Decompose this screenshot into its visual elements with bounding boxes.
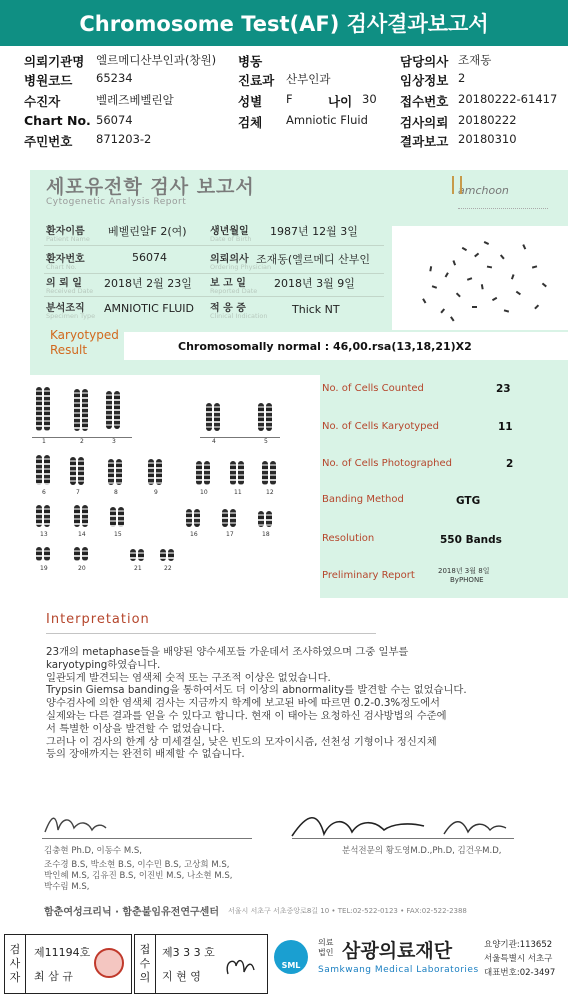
org-info: 서울특별시 서초구 [484,954,553,964]
chromosome-number: 8 [114,489,118,496]
header-value: 벨레즈베벨린알 [96,93,174,107]
field-label: 생년월일 [210,226,249,237]
header-value: 조재동 [458,53,492,67]
box-char: 접 [139,943,151,956]
header-row [0,92,568,110]
field-en-label: Received Date [46,287,94,295]
stat-label: No. of Cells Counted [322,383,424,394]
received-date: 2018년 2월 23일 [104,277,192,290]
header-row [0,52,568,70]
header-value: 엘르메디산부인과(창원) [96,53,217,67]
clinic-name: 함춘여성크리닉 · 함춘불임유전연구센터 [44,907,219,918]
org-type-line: 의료 [318,938,334,947]
interpretation-line: 23개의 metaphase들을 배양된 양수세포들 가운데서 조사하였으며 그중 일부를 [46,646,409,658]
header-value: F [286,92,293,106]
box-char: 사 [9,957,21,970]
divider [44,245,384,246]
signature-area [0,800,568,920]
interpretation-line: 일관되게 발견되는 염색체 숫적 또는 구조적 이상은 없었습니다. [46,671,331,684]
chromosome-number: 4 [212,438,216,445]
field-label: 환자이름 [46,226,85,237]
box-char: 검 [9,943,21,956]
field-en-label: Chart No. [46,263,77,271]
karyotype-result: Chromosomally normal : 46,00.rsa(13,18,21)X2 [178,340,472,353]
chromosome-number: 6 [42,489,46,496]
chromosome-number: 13 [40,531,48,538]
chromosome-number: 9 [154,489,158,496]
header-label: 수진자 [24,94,61,109]
examiner-box-label [4,934,26,994]
interpretation-line: 실제와는 다른 결과를 얻을 수 있다고 합니다. 현재 이 태아는 요청하신 검사방법의 수준에 [46,709,447,722]
indication: Thick NT [292,303,340,316]
field-en-label: Patient Name [46,235,90,243]
box-char: 자 [9,971,21,984]
interpretation-title: Interpretation [46,612,150,627]
box-char: 의 [139,971,151,984]
analyst-names: 분석전문의 황도영M.D.,Ph.D, 김건우M.D, [342,846,502,856]
interpretation-line: 그러나 이 검사의 한계 상 미세결실, 낮은 빈도의 모자이시즘, 선천성 기형이나 정신지체 [46,735,437,748]
header-label: 진료과 [238,73,275,88]
chromosome-number: 3 [112,438,116,445]
interpretation-line: 서 특별한 이상을 발견할 수 없었습니다. [46,722,225,735]
chart-no: 56074 [132,251,167,264]
reported-date: 2018년 3월 9일 [274,277,355,290]
field-label: 보 고 일 [210,278,246,289]
specimen: AMNIOTIC FLUID [104,302,194,315]
stat-value: 2 [506,458,514,470]
org-type [318,938,333,958]
interpretation-text [46,646,546,761]
field-label: 분석조직 [46,303,85,314]
signature-line [292,838,514,839]
chromosome-number: 15 [114,531,122,538]
org-info: 요양기관:113652 [484,940,553,950]
header-row [0,71,568,89]
chromosome-number: 18 [262,531,270,538]
examiner-name: 최 삼 규 [34,970,73,983]
stat-label: No. of Cells Photographed [322,458,452,469]
header-info [0,52,568,150]
header-label: 성별 [238,94,263,109]
karyogram-image [30,375,320,598]
birth-date: 1987년 12월 3일 [270,225,358,238]
report-title: 세포유전학 검사 보고서 [46,176,255,198]
header-label: 검체 [238,115,263,130]
header-label: 병동 [238,54,263,69]
header-value: Amniotic Fluid [286,113,368,127]
org-type-line: 법인 [318,948,334,957]
header-label: 결과보고 [400,134,449,149]
header-label: 주민번호 [24,134,73,149]
page-title: Chromosome Test(AF) 검사결과보고서 [0,0,568,46]
physician: 조재동(엘르메디 산부인 [256,253,371,266]
preliminary-method: ByPHONE [450,576,484,584]
metaphase-image [392,226,568,330]
chromosome-number: 11 [234,489,242,496]
header-value: 56074 [96,113,133,127]
signature-line [42,838,252,839]
divider [458,208,548,209]
stat-value: 11 [498,421,513,433]
chromosome-number: 7 [76,489,80,496]
header-value: 20180222 [458,113,517,127]
chromosome-number: 5 [264,438,268,445]
stat-label: Preliminary Report [322,570,415,581]
header-value: 20180222-61417 [458,92,558,106]
preliminary-date: 2018년 3월 8일 [438,567,490,575]
field-en-label: Clinical Indication [210,312,268,320]
examiner-id: 제11194호 [34,946,91,959]
interpretation-line: Trypsin Giemsa banding을 통하여서도 더 이상의 abnormality를 발견할 수는 없었습니다. [46,684,467,697]
bottom-bar [0,934,568,996]
field-label: 적 응 증 [210,303,246,314]
amchoon-logo [458,184,509,197]
stat-label: Banding Method [322,494,404,505]
org-info: 대표번호:02-3497 [484,968,556,978]
header-value: 2 [458,71,466,85]
stat-label: No. of Cells Karyotyped [322,421,440,432]
signature-right [288,810,428,846]
org-name: 삼광의료재단 [342,940,453,962]
header-label: 의뢰기관명 [24,54,85,69]
signer-names: 김충현 Ph.D, 이동수 M.S, [44,846,142,856]
chromosome-number: 21 [134,565,142,572]
karyotyped-label: Karyotyped Result [50,328,119,357]
header-label: 병원코드 [24,73,73,88]
chromosome-number: 22 [164,565,172,572]
chromosome-number: 1 [42,438,46,445]
field-en-label: Date of Birth [210,235,252,243]
divider [44,296,384,297]
header-value: 65234 [96,71,133,85]
header-value: 산부인과 [286,72,331,86]
report-subtitle: Cytogenetic Analysis Report [46,197,187,207]
logo-mark-icon [452,176,462,194]
field-label: 환자번호 [46,254,85,265]
receiver-signature [222,954,258,980]
stat-label: Resolution [322,533,375,544]
chromosome-number: 20 [78,565,86,572]
header-value: 871203-2 [96,132,152,146]
header-label: 나이 [328,94,353,109]
interpretation-line: 양수검사에 의한 염색체 검사는 지금까지 학계에 보고된 바에 따르면 0.2-0.3%정도에서 [46,697,441,710]
org-name-en: Samkwang Medical Laboratories [318,965,479,975]
cytogenetic-report [30,170,568,598]
clinic-address: 서울시 서초구 서초중앙로8길 10 • TEL:02-522-0123 • FAX:02-522-2388 [228,907,467,915]
receiver-name: 지 현 영 [162,970,201,983]
header-label: Chart No. [24,113,91,128]
stat-value: 550 Bands [440,534,502,546]
header-value: 30 [362,92,377,106]
chromosome-number: 16 [190,531,198,538]
logo-text: amchoon [458,184,509,197]
field-en-label: Ordering Physician [210,263,272,271]
box-char: 수 [139,957,151,970]
chromosome-number: 10 [200,489,208,496]
header-label: 담당의사 [400,54,449,69]
header-label: 접수번호 [400,94,449,109]
logo-text: SML [281,961,301,970]
header-row [0,132,568,150]
staff-names: 조수경 B.S, 박소현 B.S, 이수민 B.S, 고상희 M.S, [44,860,230,870]
chromosome-number: 2 [80,438,84,445]
receiver-box-label [134,934,156,994]
staff-names: 박인혜 M.S, 김유진 B.S, 이진빈 M.S, 나소현 M.S, [44,871,233,881]
header-label: 임상정보 [400,73,449,88]
interpretation-line: 등의 장애까지는 완전히 배제할 수 없습니다. [46,748,245,761]
seal-stamp-icon [94,948,124,978]
header-row [0,113,568,131]
field-en-label: Reported Date [210,287,258,295]
field-label: 의뢰의사 [210,254,249,265]
sml-logo-icon [274,940,308,974]
chromosome-number: 17 [226,531,234,538]
chromosome-number: 14 [78,531,86,538]
receiver-id: 제3 3 3 호 [162,946,215,959]
divider [46,633,376,634]
chromosome-number: 19 [40,565,48,572]
chromosome-number: 12 [266,489,274,496]
interpretation-line: karyotyping하였습니다. [46,658,161,671]
header-value: 20180310 [458,132,517,146]
patient-name: 베벨린알F 2(여) [108,225,187,238]
staff-names: 박수림 M.S, [44,882,90,892]
stat-value: GTG [456,495,481,507]
signature-left [40,810,110,840]
field-label: 의 뢰 일 [46,278,82,289]
field-en-label: Specimen Type [46,312,96,320]
karyotype-result-box [124,332,568,360]
stat-value: 23 [496,383,511,395]
header-label: 검사의뢰 [400,115,449,130]
